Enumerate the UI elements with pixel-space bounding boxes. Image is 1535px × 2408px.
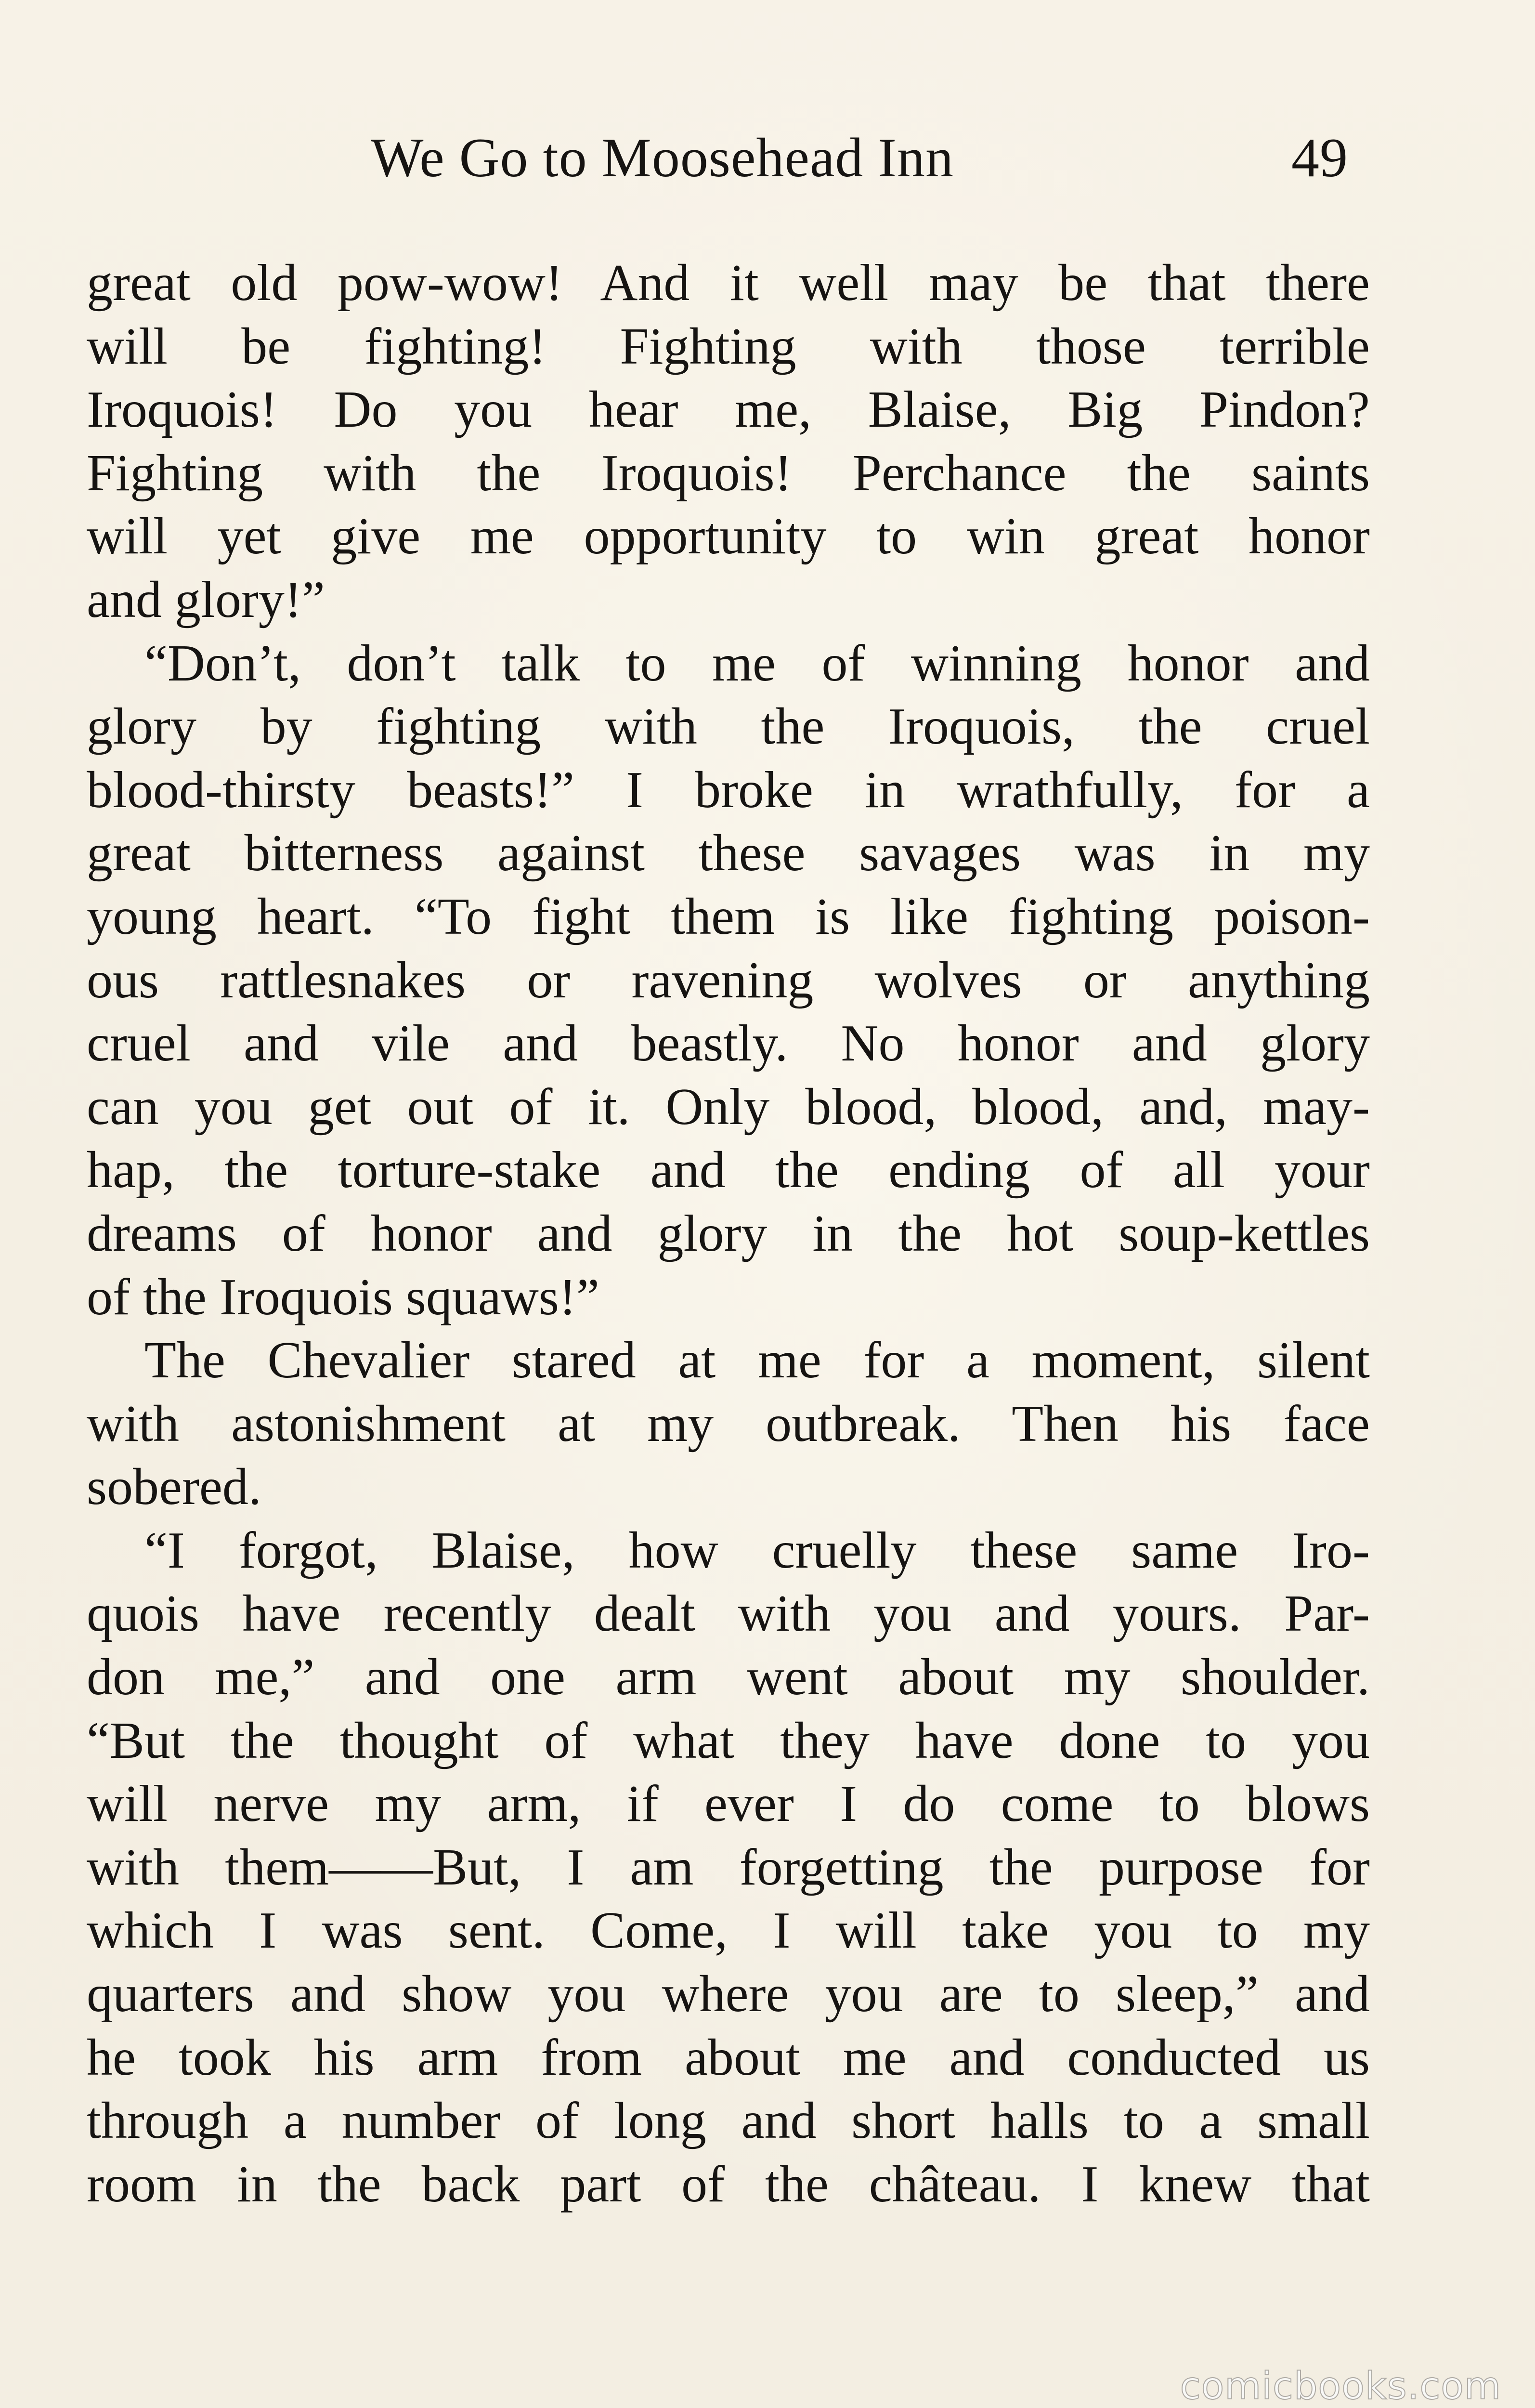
text-line: glory by fighting with the Iroquois, the cruel	[87, 698, 1370, 756]
text-line: will nerve my arm, if ever I do come to blows	[87, 1775, 1370, 1833]
text-line: with them——But, I am forgetting the purpose for	[87, 1838, 1370, 1896]
running-title: We Go to Moosehead Inn	[371, 127, 954, 189]
text-line: he took his arm from about me and conducted us	[87, 2028, 1370, 2086]
text-line: quois have recently dealt with you and yours. Par-	[87, 1585, 1370, 1643]
text-line: don me,” and one arm went about my shoulder.	[87, 1649, 1370, 1706]
text-line: quarters and show you where you are to sleep,” and	[87, 1965, 1370, 2023]
text-line: The Chevalier stared at me for a moment, silent	[144, 1332, 1370, 1389]
text-line: great old pow-wow! And it well may be that there	[87, 254, 1370, 312]
text-line: of the Iroquois squaws!”	[87, 1268, 599, 1326]
text-line: “I forgot, Blaise, how cruelly these same Iro-	[144, 1521, 1370, 1579]
text-line: through a number of long and short halls to a small	[87, 2092, 1370, 2150]
text-line: “Don’t, don’t talk to me of winning honor and	[144, 634, 1370, 692]
watermark: comicbooks.com	[1180, 2365, 1501, 2408]
text-line: dreams of honor and glory in the hot soup-kettles	[87, 1204, 1370, 1262]
text-line: which I was sent. Come, I will take you to my	[87, 1902, 1370, 1960]
running-head	[371, 124, 1348, 192]
text-line: with astonishment at my outbreak. Then his face	[87, 1395, 1370, 1453]
page-number: 49	[1291, 127, 1348, 189]
text-line: ous rattlesnakes or ravening wolves or anything	[87, 951, 1370, 1009]
text-line: young heart. “To fight them is like fighting poison-	[87, 888, 1370, 945]
text-line: can you get out of it. Only blood, blood, and, may-	[87, 1078, 1370, 1136]
text-line: great bitterness against these savages was in my	[87, 824, 1370, 882]
text-line: “But the thought of what they have done to you	[87, 1712, 1370, 1769]
text-line: Iroquois! Do you hear me, Blaise, Big Pindon?	[87, 381, 1370, 439]
text-line: Fighting with the Iroquois! Perchance the saints	[87, 444, 1370, 502]
text-line: room in the back part of the château. I knew that	[87, 2155, 1370, 2213]
body-text	[87, 251, 1370, 2216]
text-line: sobered.	[87, 1458, 261, 1516]
text-line: cruel and vile and beastly. No honor and glory	[87, 1015, 1370, 1073]
text-line: hap, the torture-stake and the ending of all your	[87, 1141, 1370, 1199]
text-line: and glory!”	[87, 571, 325, 628]
text-line: will be fighting! Fighting with those terrible	[87, 317, 1370, 375]
text-line: blood-thirsty beasts!” I broke in wrathfully, for a	[87, 761, 1370, 819]
text-line: will yet give me opportunity to win great honor	[87, 508, 1370, 565]
